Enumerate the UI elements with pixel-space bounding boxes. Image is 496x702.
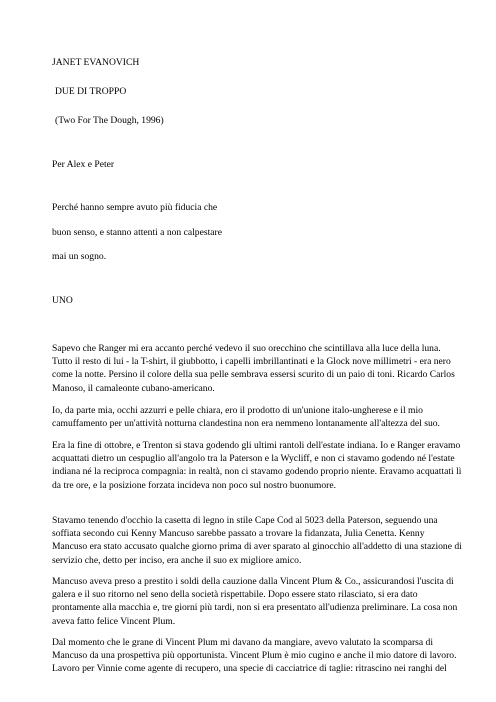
original-title: (Two For The Dough, 1996) — [55, 115, 164, 126]
epigraph-line: buon senso, e stanno attenti a non calpestare — [52, 227, 222, 238]
book-title: DUE DI TROPPO — [55, 86, 127, 97]
body-paragraph: Mancuso aveva preso a prestito i soldi della cauzione dalla Vincent Plum & Co., assicurandosi l'uscita di galera e il suo ritorno nel seno della società rispettabile. Dopo essere stato rilasciato, si era dato prontamente alla macchia e, tre giorni più tardi, non si era presentato all'udienza preliminare. La cosa non aveva fatto felice Vincent Plum. — [52, 576, 458, 627]
epigraph-line: Perché hanno sempre avuto più fiducia che — [52, 202, 218, 213]
dedication: Per Alex e Peter — [52, 159, 115, 170]
epigraph-line: mai un sogno. — [52, 251, 107, 262]
body-paragraph: Sapevo che Ranger mi era accanto perché vedevo il suo orecchino che scintillava alla luce della luna. Tutto il resto di lui - la T-shirt, il giubbotto, i capelli imbrillantinati e la Glock nove millimetri - era nero come la notte. Persino il colore della sua pelle sembrava essersi scurito di un paio di toni. Ricardo Carlos Manoso, il camaleonte cubano-americano. — [52, 343, 455, 394]
body-paragraph: Dal momento che le grane di Vincent Plum mi davano da mangiare, avevo valutato la scomparsa di Mancuso da una prospettiva più opportunista. Vincent Plum è mio cugino e anche il mio datore di lavoro. Lavoro per Vinnie come agente di recupero, una specie di cacciatrice di taglie: ritrascino nei ranghi del — [52, 637, 457, 675]
chapter-heading: UNO — [52, 295, 73, 306]
body-paragraph: Io, da parte mia, occhi azzurri e pelle chiara, ero il prodotto di un'unione italo-ungherese e il mio camuffamento per un'attività notturna clandestina non era nemmeno lontanamente all'altezza del suo. — [52, 405, 440, 430]
body-paragraph: Era la fine di ottobre, e Trenton si stava godendo gli ultimi rantoli dell'estate indiana. Io e Ranger eravamo acquattati dietro un cespuglio all'angolo tra la Paterson e la Wycliff, e non ci stavamo godendo né l'estate indiana né la reciproca compagnia: in realtà, non ci stavamo godendo proprio niente. Eravamo acquattati lì da tre ore, e la posizione forzata incideva non poco sul nostro buonumore. — [52, 440, 462, 491]
body-paragraph: Stavamo tenendo d'occhio la casetta di legno in stile Cape Cod al 5023 della Paterson, seguendo una soffiata secondo cui Kenny Mancuso sarebbe passato a trovare la fidanzata, Julia Cenetta. Kenny Mancuso era stato accusato qualche giorno prima di aver sparato al ginocchio all'addetto di una stazione di servizio che, detto per inciso, era anche il suo ex migliore amico. — [52, 515, 462, 566]
author-name: JANET EVANOVICH — [52, 57, 140, 68]
